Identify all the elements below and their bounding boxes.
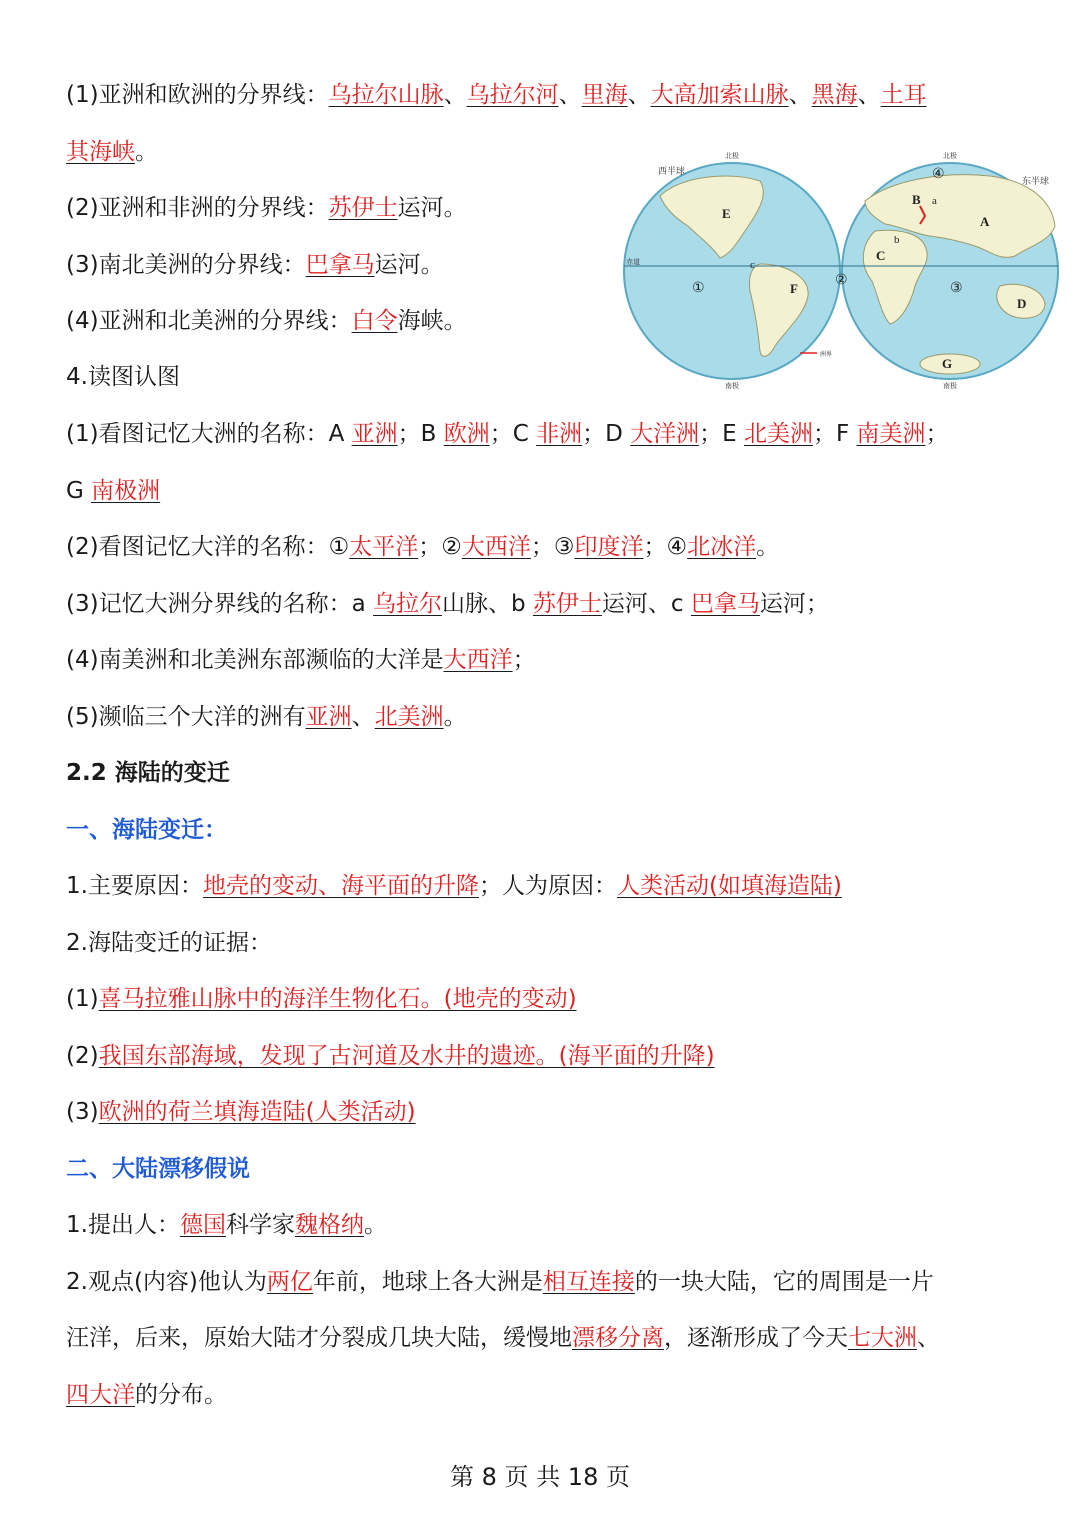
evidence-3 [66,1097,416,1127]
answer: 德国 [179,1212,226,1238]
answer: 两亿 [266,1269,313,1295]
ocean-3: ③ [950,280,963,296]
q-label: (2)亚洲和非洲的分界线： [66,195,329,221]
sep: ；人为原因： [478,873,617,899]
sep: ；③ [530,534,575,560]
sep: ； [925,421,949,447]
sep: 运河； [759,591,829,617]
answer: 白令 [351,308,398,334]
drift-view-2 [66,1323,940,1353]
sep: 的一块大陆，它的周围是一片 [634,1269,934,1295]
south-label-east: 南极 [943,383,957,390]
answer: 地壳的变动、海平面的升降 [202,873,479,899]
answer: 四大洋 [66,1382,135,1408]
label-E: E [722,206,731,221]
answer: 相互连接 [542,1269,635,1295]
sep: ；C [489,421,537,447]
west-label: 西半球 [658,166,686,176]
sec4-q1 [66,419,949,449]
answer: 北美洲 [743,421,813,447]
answer: 苏伊士 [532,591,602,617]
drift-view-3 [66,1380,227,1410]
page-number: 第 8 页 共 18 页 [450,1463,630,1491]
sep: 运河、c [601,591,691,617]
label-c: c [750,259,755,271]
q-label: (2) [66,1043,99,1069]
answer: 大洋洲 [630,421,700,447]
label-B: B [912,192,921,207]
sep: 、 [443,82,467,108]
answer: 北美洲 [374,704,444,730]
sep: ，逐渐形成了今天 [664,1325,848,1351]
sep: ；F [812,421,857,447]
answer: 七大洲 [848,1325,917,1351]
q-label: 2.观点(内容)他认为 [66,1269,267,1295]
answer: 亚洲 [305,704,352,730]
sep: ；B [397,421,444,447]
answer: 里海 [581,82,628,108]
q-label: (3) [66,1099,99,1125]
q-label: (3)记忆大洲分界线的名称：a [66,591,373,617]
sep: 、 [857,82,881,108]
heading-continental-drift: 二、大陆漂移假说 [66,1156,250,1182]
answer: 大高加索山脉 [650,82,789,108]
drift-view-1 [66,1267,934,1297]
answer: 太平洋 [349,534,419,560]
answer: 印度洋 [574,534,644,560]
answer: 巴拿马 [305,252,375,278]
answer: 欧洲的荷兰填海造陆(人类活动) [98,1099,416,1125]
q-label: (1)亚洲和欧洲的分界线： [66,82,329,108]
evidence-2 [66,1041,715,1071]
sec4-q4 [66,645,536,675]
sep: 科学家 [225,1212,295,1238]
sep: ； [512,647,536,673]
ocean-2: ② [835,272,848,288]
answer: 人类活动(如填海造陆) [616,873,842,899]
answer: 大西洋 [461,534,531,560]
answer: 亚洲 [351,421,398,447]
q-tail: 运河。 [397,195,467,221]
boundary-asia-namerica [66,306,467,336]
answer: 乌拉尔河 [466,82,559,108]
answer: 非洲 [536,421,583,447]
q-tail: 海峡。 [397,308,467,334]
answer: 南极洲 [91,478,161,504]
q-label: (2)看图记忆大洋的名称：① [66,534,350,560]
answer: 其海峡 [66,139,135,165]
sep: 。 [363,1212,387,1238]
answer: 乌拉尔 [373,591,442,617]
answer: 乌拉尔山脉 [328,82,444,108]
drift-proposer [66,1210,387,1240]
north-label-east: 北极 [943,153,957,160]
answer: 黑海 [811,82,858,108]
q-label: (4)亚洲和北美洲的分界线： [66,308,352,334]
sep: 、 [351,704,375,730]
q-label: 1.提出人： [66,1212,180,1238]
answer: 土耳 [880,82,927,108]
sep: 、 [558,82,582,108]
world-hemispheres-map [620,146,1070,396]
east-label: 东半球 [1022,176,1050,186]
label-C: C [876,248,886,263]
answer: 苏伊士 [328,195,398,221]
q-label: (5)濒临三个大洋的洲有 [66,704,306,730]
ocean-1: ① [692,280,705,296]
sep: 、 [917,1325,940,1351]
answer: 巴拿马 [690,591,760,617]
heading-sea-land-change: 一、海陆变迁： [66,817,227,843]
north-label-west: 北极 [725,153,739,160]
label-G: G [942,356,953,371]
scale-label: 洲界 [820,352,833,358]
sep: ；④ [643,534,688,560]
q-label: (1) [66,986,99,1012]
label-b: b [894,234,900,246]
equator-label: 赤道 [626,259,640,266]
answer: 喜马拉雅山脉中的海洋生物化石。(地壳的变动) [98,986,577,1012]
q-label: 汪洋，后来，原始大陆才分裂成几块大陆，缓慢地 [66,1325,572,1351]
sec4-q2 [66,532,779,562]
label-a: a [932,195,937,207]
boundary-americas [66,250,444,280]
q-label: (3)南北美洲的分界线： [66,252,306,278]
answer: 欧洲 [443,421,490,447]
label-A: A [980,214,990,229]
sep: 。 [135,139,158,165]
sep: 、 [788,82,812,108]
boundary-asia-africa [66,193,467,223]
ocean-4: ④ [932,166,945,182]
label-D: D [1017,296,1027,311]
sep: 。 [756,534,780,560]
sep: 的分布。 [135,1382,227,1408]
answer: 漂移分离 [572,1325,664,1351]
sep: ；E [699,421,744,447]
sep: 。 [443,704,467,730]
label-F: F [790,281,798,296]
sep: ；② [418,534,462,560]
answer: 魏格纳 [294,1212,364,1238]
sec4-q5 [66,702,467,732]
boundary-asia-europe-cont [66,137,158,167]
sec4-q1-cont [66,476,160,506]
south-label-west: 南极 [725,383,739,390]
sec4-q3 [66,589,829,619]
sep: 、 [627,82,651,108]
evidence-1 [66,984,577,1014]
q-label: (4)南美洲和北美洲东部濒临的大洋是 [66,647,444,673]
answer: 北冰洋 [687,534,757,560]
q-label: 1.主要原因： [66,873,203,899]
q-label: G [66,478,92,504]
main-causes [66,871,842,901]
evidence-title: 2.海陆变迁的证据： [66,930,272,956]
q-label: (1)看图记忆大洲的名称：A [66,421,352,447]
q-tail: 运河。 [374,252,444,278]
sep: 年前，地球上各大洲是 [312,1269,543,1295]
section-2-2-title: 2.2 海陆的变迁 [66,760,230,786]
answer: 南美洲 [856,421,926,447]
answer: 我国东部海域，发现了古河道及水井的遗迹。(海平面的升降) [98,1043,715,1069]
boundary-asia-europe [66,80,927,110]
answer: 大西洋 [443,647,513,673]
sep: 山脉、b [442,591,533,617]
sec4-title: 4.读图认图 [66,364,180,390]
sep: ；D [582,421,631,447]
